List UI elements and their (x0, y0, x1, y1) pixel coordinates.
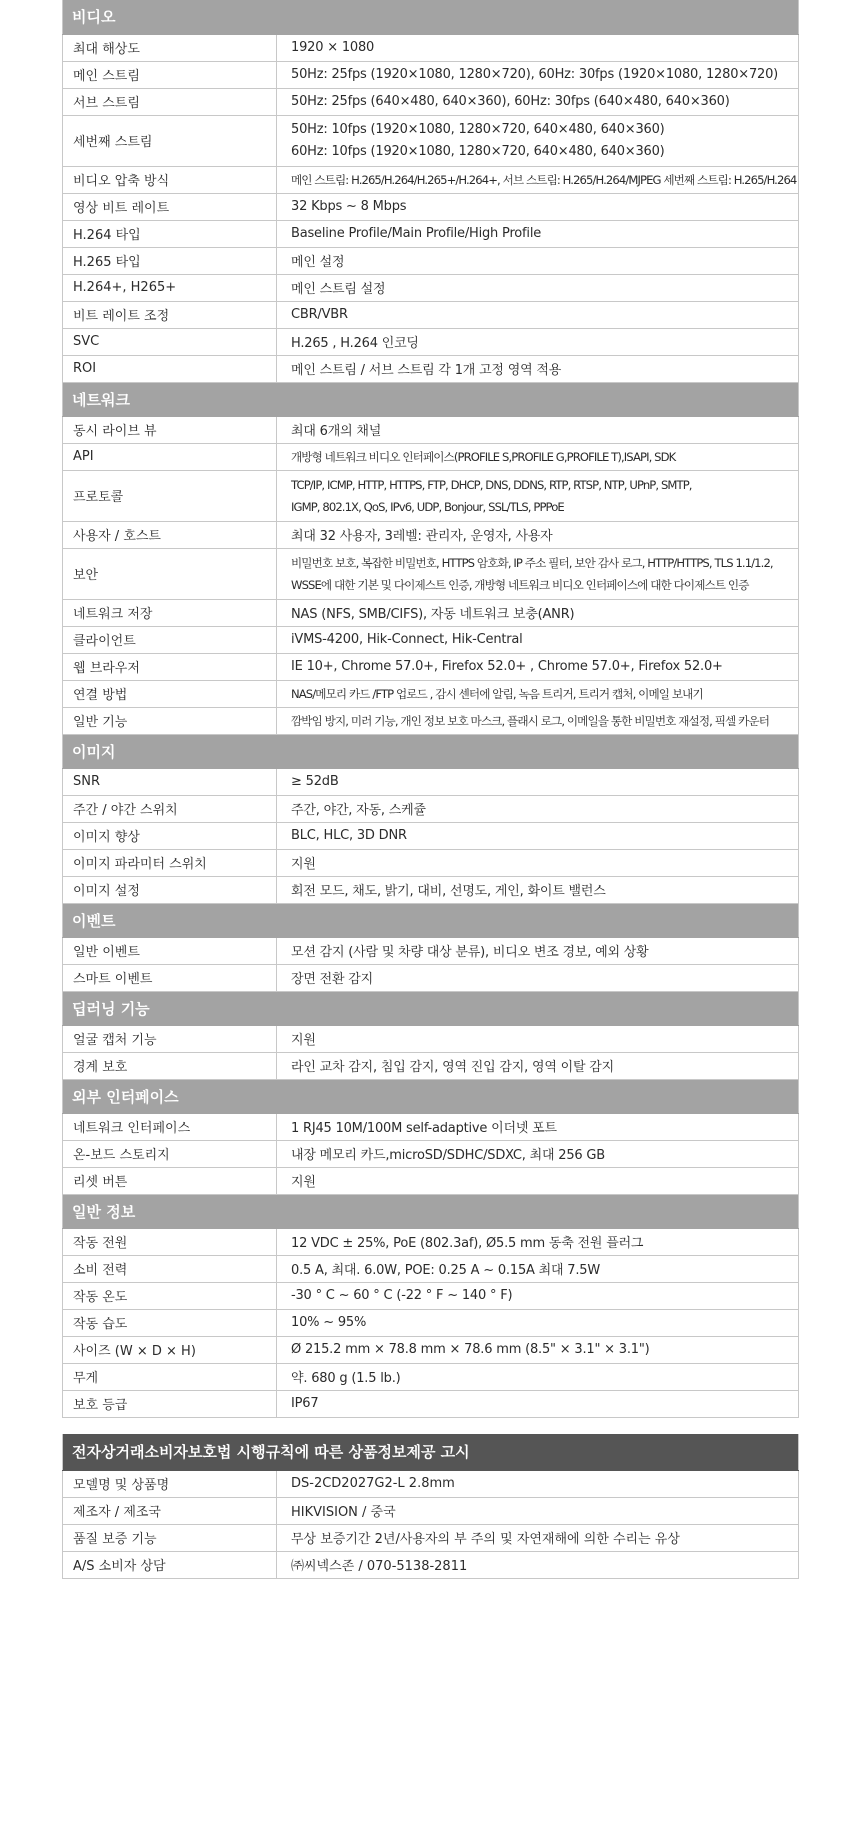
spec-label: 리셋 버튼 (63, 1167, 277, 1194)
spec-row (63, 1497, 799, 1524)
spec-value-line: ≥ 52dB (291, 774, 339, 789)
spec-table-body (63, 0, 799, 1417)
spec-value-line: 50Hz: 25fps (640×480, 640×360), 60Hz: 30fps (640×480, 640×360) (291, 94, 730, 109)
spec-value-line: 약. 680 g (1.5 lb.) (291, 1371, 401, 1386)
spec-value (277, 768, 799, 795)
spec-label: 작동 온도 (63, 1282, 277, 1309)
spec-value (277, 876, 799, 903)
spec-value (277, 1336, 799, 1363)
spec-value-line: 회전 모드, 채도, 밝기, 대비, 선명도, 게인, 화이트 밸런스 (291, 884, 606, 899)
spec-value (277, 1167, 799, 1194)
spec-value-line: IE 10+, Chrome 57.0+, Firefox 52.0+ , Chrome 57.0+, Firefox 52.0+ (291, 659, 723, 674)
section-title: 외부 인터페이스 (63, 1079, 799, 1113)
spec-value-line: WSSE에 대한 기본 및 다이제스트 인증, 개방형 네트워크 비디오 인터페이스에 대한 다이제스트 인증 (291, 577, 749, 592)
spec-value-line: 최대 32 사용자, 3레벨: 관리자, 운영자, 사용자 (291, 529, 553, 544)
spec-value-line: 메인 스트림: H.265/H.264/H.265+/H.264+, 서브 스트림: H.265/H.264/MJPEG 세번째 스트림: H.265/H.264 (291, 172, 797, 187)
spec-row (63, 1336, 799, 1363)
spec-value (277, 355, 799, 382)
spec-row (63, 1113, 799, 1140)
spec-label: 작동 전원 (63, 1228, 277, 1255)
spec-value (277, 707, 799, 734)
spec-value (277, 443, 799, 470)
spec-label: 동시 라이브 뷰 (63, 416, 277, 443)
spec-label: SVC (63, 328, 277, 355)
spec-value (277, 193, 799, 220)
spec-value (277, 1025, 799, 1052)
spec-value (277, 822, 799, 849)
spec-value (277, 1390, 799, 1417)
spec-row (63, 849, 799, 876)
spec-value (277, 521, 799, 548)
section-header-5 (63, 1079, 799, 1113)
spec-label: 무게 (63, 1363, 277, 1390)
spec-value (277, 548, 799, 599)
spec-value-line: 지원 (291, 1033, 316, 1048)
spec-row (63, 548, 799, 599)
spec-value-line: 깜박임 방지, 미러 기능, 개인 정보 보호 마스크, 플래시 로그, 이메일을 통한 비밀번호 재설정, 픽셀 카운터 (291, 713, 769, 728)
spec-value-line: 지원 (291, 1175, 316, 1190)
spec-value (277, 626, 799, 653)
spec-value-line: TCP/IP, ICMP, HTTP, HTTPS, FTP, DHCP, DNS, DDNS, RTP, RTSP, NTP, UPnP, SMTP, (291, 477, 692, 492)
spec-label: 사용자 / 호스트 (63, 521, 277, 548)
section-header-1 (63, 382, 799, 416)
spec-label: A/S 소비자 상담 (63, 1551, 277, 1578)
spec-row (63, 470, 799, 521)
spec-value (277, 964, 799, 991)
spec-row (63, 1052, 799, 1079)
spec-value (277, 1228, 799, 1255)
spec-value-line: DS-2CD2027G2-L 2.8mm (291, 1476, 455, 1491)
spec-value (277, 274, 799, 301)
section-title: 네트워크 (63, 382, 799, 416)
spec-value (277, 247, 799, 274)
spec-row (63, 1025, 799, 1052)
spec-label: 네트워크 인터페이스 (63, 1113, 277, 1140)
spec-label: SNR (63, 768, 277, 795)
product-notice-table (62, 1434, 799, 1579)
section-header-3 (63, 903, 799, 937)
spec-label: 제조자 / 제조국 (63, 1497, 277, 1524)
spec-label: H.265 타입 (63, 247, 277, 274)
spec-label: 비디오 압축 방식 (63, 166, 277, 193)
spec-value (277, 653, 799, 680)
spec-value (277, 220, 799, 247)
spec-value-line: NAS/메모리 카드 /FTP 업로드 , 감시 센터에 알림, 녹음 트리거, 트리거 캡처, 이메일 보내기 (291, 686, 703, 701)
spec-row (63, 599, 799, 626)
spec-value-line: 메인 설정 (291, 255, 345, 270)
spec-value (277, 1052, 799, 1079)
spec-value-line: 32 Kbps ~ 8 Mbps (291, 199, 407, 214)
spec-value (277, 61, 799, 88)
spec-label: 웹 브라우저 (63, 653, 277, 680)
spec-value (277, 599, 799, 626)
spec-label: 프로토콜 (63, 470, 277, 521)
spec-label: 온-보드 스토리지 (63, 1140, 277, 1167)
spec-label: 메인 스트림 (63, 61, 277, 88)
spec-row (63, 626, 799, 653)
spec-value (277, 88, 799, 115)
spec-row (63, 1282, 799, 1309)
spec-row (63, 707, 799, 734)
spec-label: 경계 보호 (63, 1052, 277, 1079)
spec-value-line: 메인 스트림 설정 (291, 282, 386, 297)
spec-label: 스마트 이벤트 (63, 964, 277, 991)
spec-value-line: 내장 메모리 카드,microSD/SDHC/SDXC, 최대 256 GB (291, 1148, 606, 1163)
section-title: 전자상거래소비자보호법 시행규칙에 따른 상품정보제공 고시 (63, 1434, 799, 1470)
spec-row (63, 1551, 799, 1578)
spec-row (63, 416, 799, 443)
spec-value (277, 328, 799, 355)
spec-value-line: IGMP, 802.1X, QoS, IPv6, UDP, Bonjour, SSL/TLS, PPPoE (291, 499, 564, 514)
spec-value-line: 최대 6개의 채널 (291, 424, 382, 439)
spec-value-line: BLC, HLC, 3D DNR (291, 828, 407, 843)
spec-value (277, 1255, 799, 1282)
spec-row (63, 301, 799, 328)
spec-value-line: 비밀번호 보호, 복잡한 비밀번호, HTTPS 암호화, IP 주소 필터, 보안 감사 로그, HTTP/HTTPS, TLS 1.1/1.2, (291, 555, 773, 570)
spec-value (277, 1309, 799, 1336)
spec-label: 클라이언트 (63, 626, 277, 653)
spec-row (63, 1470, 799, 1497)
spec-label: 연결 방법 (63, 680, 277, 707)
spec-value-line: 50Hz: 25fps (1920×1080, 1280×720), 60Hz: 30fps (1920×1080, 1280×720) (291, 67, 779, 82)
section-header-4 (63, 991, 799, 1025)
spec-label: 서브 스트림 (63, 88, 277, 115)
spec-row (63, 768, 799, 795)
spec-label: 주간 / 야간 스위치 (63, 795, 277, 822)
spec-label: 작동 습도 (63, 1309, 277, 1336)
spec-value (277, 680, 799, 707)
spec-value (277, 1113, 799, 1140)
spec-row (63, 1255, 799, 1282)
spec-value-line: NAS (NFS, SMB/CIFS), 자동 네트워크 보충(ANR) (291, 607, 575, 622)
spec-label: 이미지 향상 (63, 822, 277, 849)
spec-row (63, 34, 799, 61)
section-title: 일반 정보 (63, 1194, 799, 1228)
spec-label: ROI (63, 355, 277, 382)
spec-value-line: 무상 보증기간 2년/사용자의 부 주의 및 자연재해에 의한 수리는 유상 (291, 1532, 680, 1547)
spec-row (63, 876, 799, 903)
spec-label: 영상 비트 레이트 (63, 193, 277, 220)
spec-value-line: -30 ° C ~ 60 ° C (-22 ° F ~ 140 ° F) (291, 1288, 513, 1303)
spec-label: 품질 보증 기능 (63, 1524, 277, 1551)
spec-label: 모델명 및 상품명 (63, 1470, 277, 1497)
spec-value-line: ㈜씨넥스존 / 070-5138-2811 (291, 1559, 468, 1574)
spec-label: 사이즈 (W × D × H) (63, 1336, 277, 1363)
spec-value (277, 166, 799, 193)
spec-label: 네트워크 저장 (63, 599, 277, 626)
spec-value-line: 주간, 야간, 자동, 스케쥴 (291, 803, 426, 818)
spec-row (63, 964, 799, 991)
spec-value-line: HIKVISION / 중국 (291, 1505, 396, 1520)
spec-label: H.264+, H265+ (63, 274, 277, 301)
spec-value-line: 지원 (291, 857, 316, 872)
spec-value-line: 50Hz: 10fps (1920×1080, 1280×720, 640×480, 640×360) (291, 121, 665, 137)
spec-value (277, 1363, 799, 1390)
spec-row (63, 220, 799, 247)
section-header-6 (63, 1194, 799, 1228)
spec-row (63, 1140, 799, 1167)
spec-value-line: 10% ~ 95% (291, 1315, 367, 1330)
spec-value (277, 115, 799, 166)
section-header-0 (63, 0, 799, 34)
spec-value (277, 1497, 799, 1524)
spec-label: 일반 이벤트 (63, 937, 277, 964)
spec-row (63, 1309, 799, 1336)
spec-value-line: IP67 (291, 1396, 319, 1411)
spec-value-line: 0.5 A, 최대. 6.0W, POE: 0.25 A ~ 0.15A 최대 7.5W (291, 1263, 601, 1278)
spec-value-line: H.265 , H.264 인코딩 (291, 336, 419, 351)
spec-value-line: Baseline Profile/Main Profile/High Profile (291, 226, 542, 241)
spec-row (63, 88, 799, 115)
spec-value-line: 1 RJ45 10M/100M self-adaptive 이더넷 포트 (291, 1121, 557, 1136)
spec-row (63, 443, 799, 470)
section-title: 이미지 (63, 734, 799, 768)
spec-row (63, 1167, 799, 1194)
spec-row (63, 193, 799, 220)
spec-value (277, 849, 799, 876)
spec-row (63, 328, 799, 355)
spec-value (277, 1524, 799, 1551)
section-title: 이벤트 (63, 903, 799, 937)
spec-value-line: CBR/VBR (291, 307, 348, 322)
spec-value-line: iVMS-4200, Hik-Connect, Hik-Central (291, 632, 523, 647)
spec-label: API (63, 443, 277, 470)
spec-value-line: 12 VDC ± 25%, PoE (802.3af), Ø5.5 mm 동축 전원 플러그 (291, 1236, 644, 1251)
section-title: 딥러닝 기능 (63, 991, 799, 1025)
spec-row (63, 1524, 799, 1551)
spec-row (63, 355, 799, 382)
spec-value-line: 60Hz: 10fps (1920×1080, 1280×720, 640×480, 640×360) (291, 143, 665, 159)
spec-value (277, 301, 799, 328)
spec-label: 최대 해상도 (63, 34, 277, 61)
spec-value-line: 장면 전환 감지 (291, 972, 374, 987)
spec-label: 보호 등급 (63, 1390, 277, 1417)
spec-label: 일반 기능 (63, 707, 277, 734)
spec-row (63, 680, 799, 707)
spec-value-line: 1920 × 1080 (291, 40, 375, 55)
spec-value (277, 1282, 799, 1309)
spec-label: 소비 전력 (63, 1255, 277, 1282)
spec-row (63, 795, 799, 822)
spec-value-line: Ø 215.2 mm × 78.8 mm × 78.6 mm (8.5" × 3.1" × 3.1") (291, 1342, 650, 1357)
spec-label: 세번째 스트림 (63, 115, 277, 166)
spec-row (63, 1363, 799, 1390)
spec-row (63, 274, 799, 301)
spec-row (63, 1228, 799, 1255)
spec-value (277, 470, 799, 521)
section-header-2 (63, 734, 799, 768)
spec-row (63, 653, 799, 680)
spec-label: 보안 (63, 548, 277, 599)
spec-table (62, 0, 799, 1418)
spec-value (277, 937, 799, 964)
spec-value-line: 개방형 네트워크 비디오 인터페이스(PROFILE S,PROFILE G,PROFILE T),ISAPI, SDK (291, 449, 676, 464)
spec-label: 얼굴 캡처 기능 (63, 1025, 277, 1052)
spec-label: 이미지 설정 (63, 876, 277, 903)
spec-label: H.264 타입 (63, 220, 277, 247)
spec-value (277, 34, 799, 61)
spec-value-line: 메인 스트림 / 서브 스트림 각 1개 고정 영역 적용 (291, 363, 562, 378)
spec-row (63, 521, 799, 548)
spec-value (277, 795, 799, 822)
spec-value (277, 416, 799, 443)
spec-value-line: 라인 교차 감지, 침입 감지, 영역 진입 감지, 영역 이탈 감지 (291, 1060, 614, 1075)
spec-label: 비트 레이트 조정 (63, 301, 277, 328)
notice-table-body (63, 1434, 799, 1578)
spec-row (63, 61, 799, 88)
spec-value (277, 1551, 799, 1578)
spec-row (63, 937, 799, 964)
spec-value-line: 모션 감지 (사람 및 차량 대상 분류), 비디오 변조 경보, 예외 상황 (291, 945, 649, 960)
section-header-notice (63, 1434, 799, 1470)
section-title: 비디오 (63, 0, 799, 34)
spec-row (63, 822, 799, 849)
spec-row (63, 115, 799, 166)
spec-value (277, 1140, 799, 1167)
spec-row (63, 166, 799, 193)
spec-label: 이미지 파라미터 스위치 (63, 849, 277, 876)
spec-row (63, 1390, 799, 1417)
spec-value (277, 1470, 799, 1497)
spec-row (63, 247, 799, 274)
